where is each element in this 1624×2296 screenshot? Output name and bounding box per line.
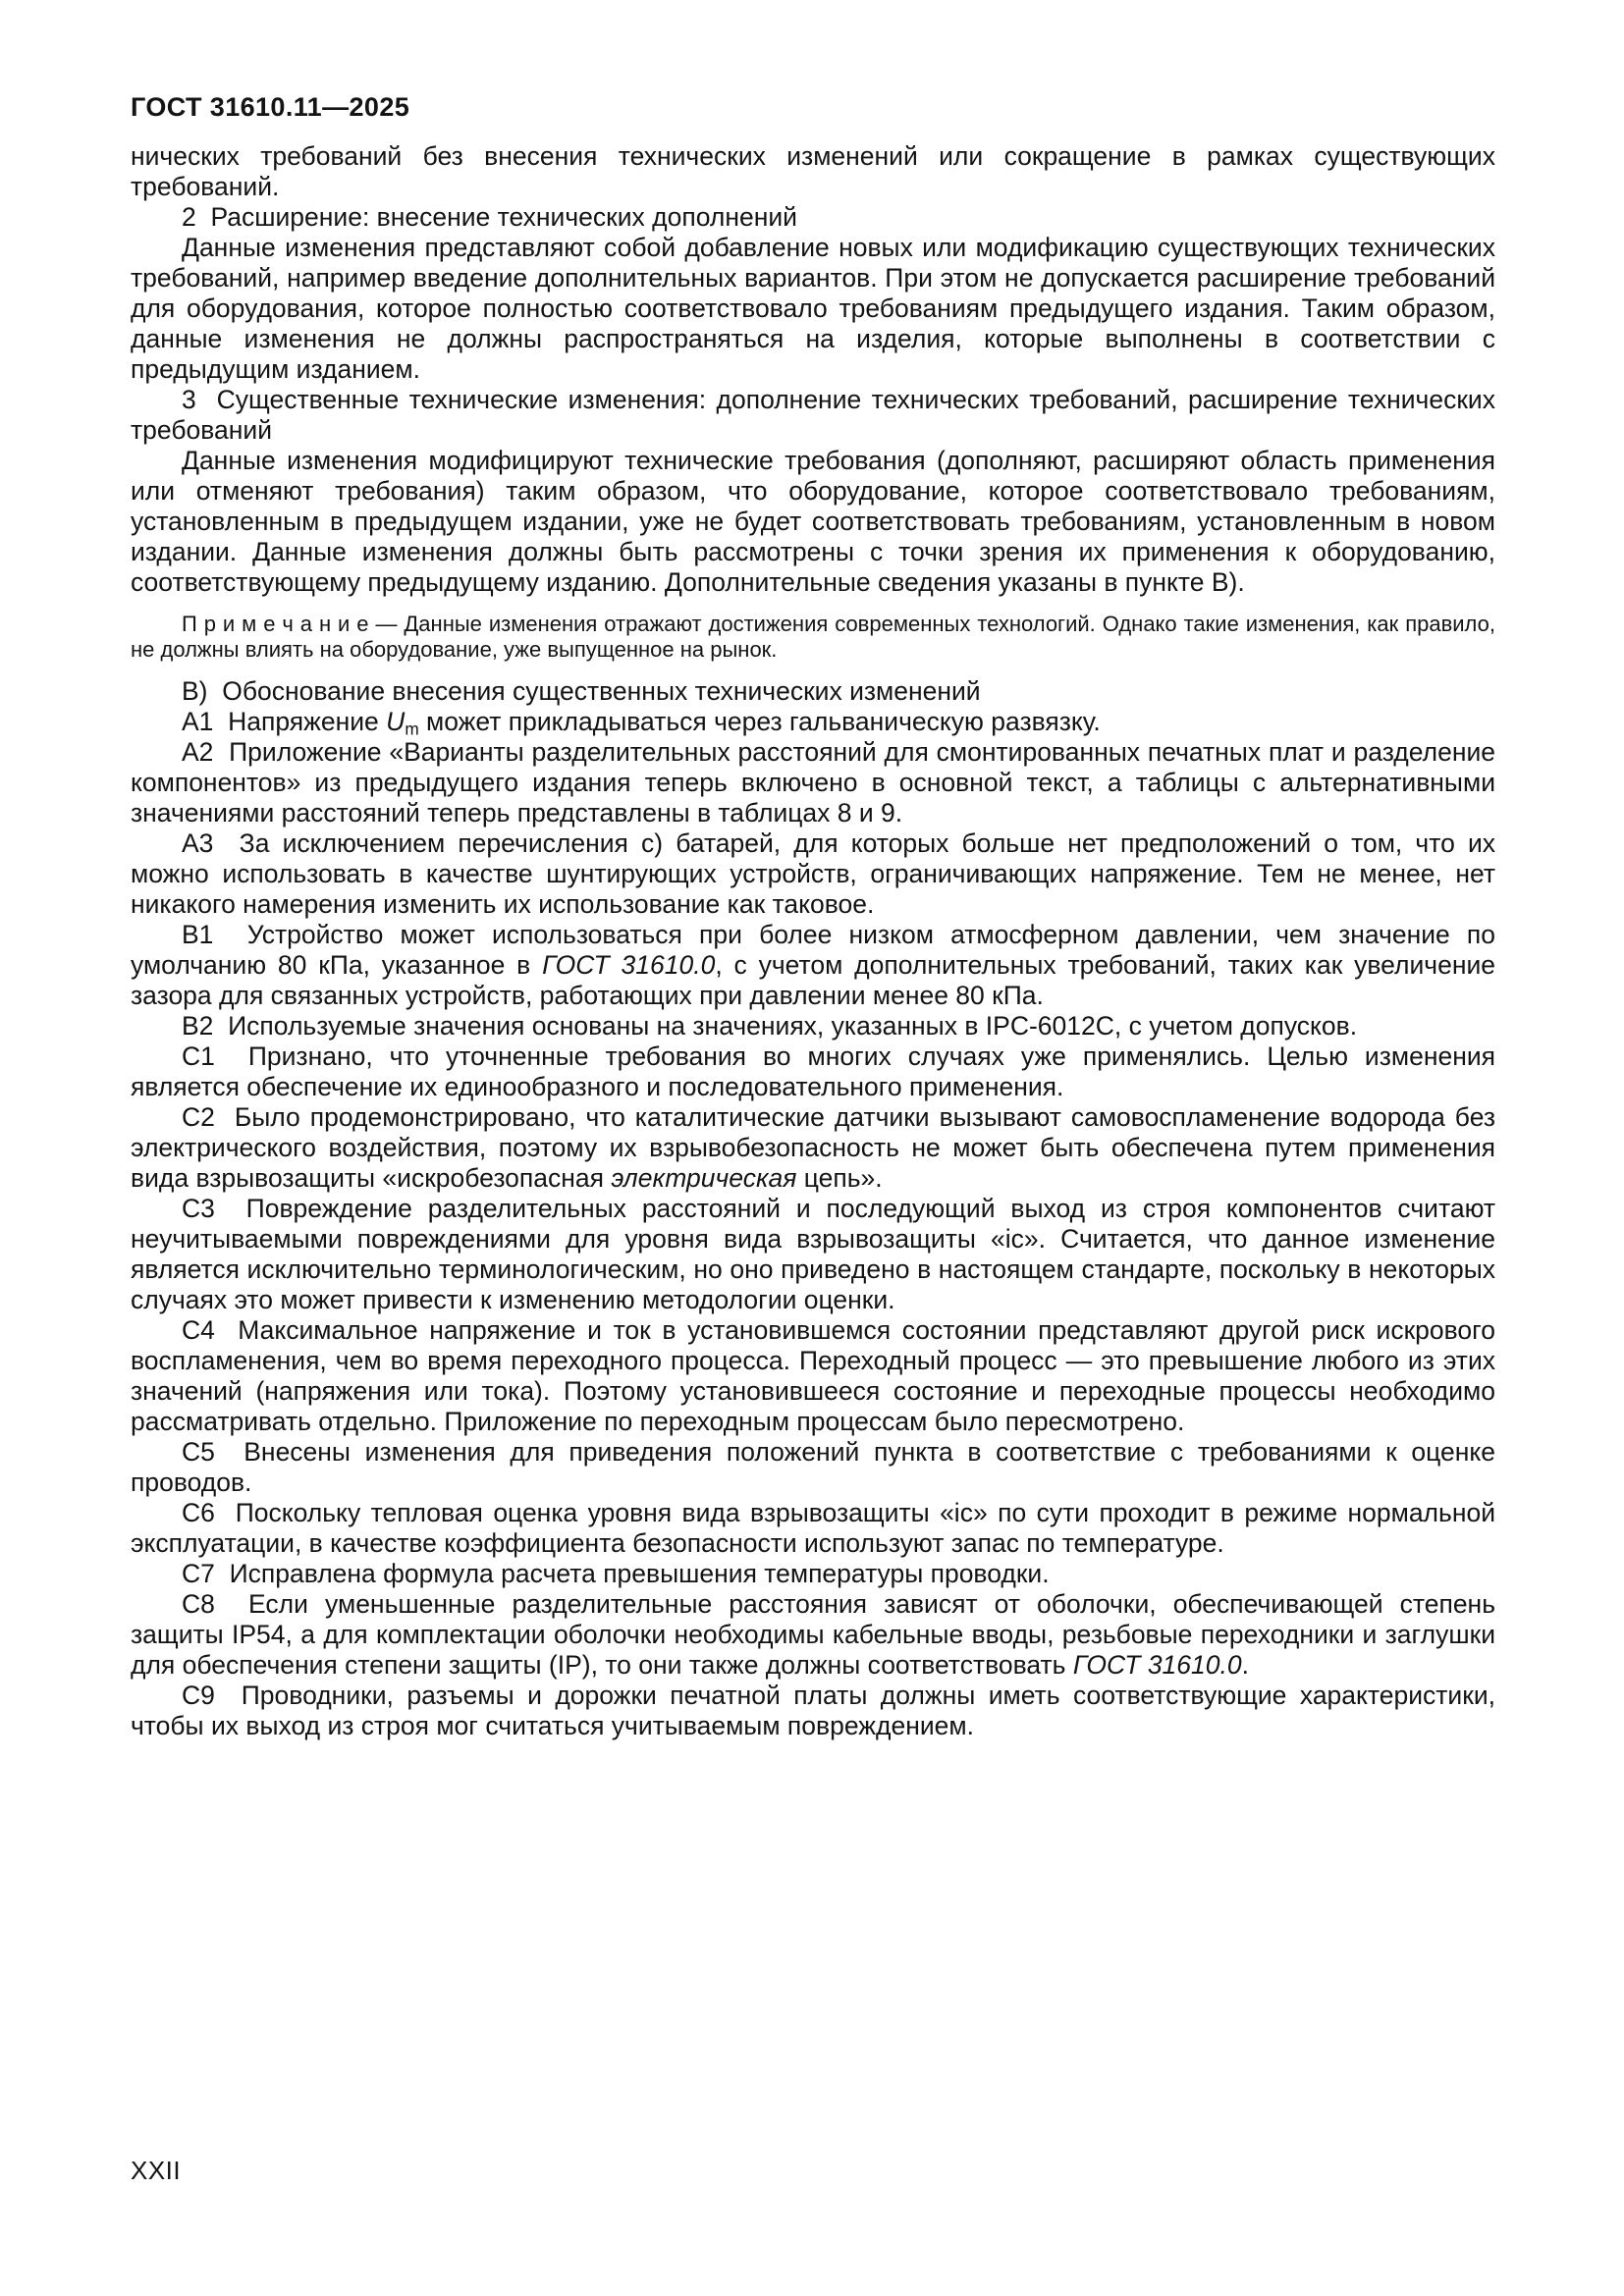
page-header [131,92,409,123]
note-label: П р и м е ч а н и е [182,612,369,636]
symbol-um: U [386,707,406,736]
paragraph-continuation: нических требований без внесения технических изменений или сокращение в рамках существующих требований. [131,141,1495,201]
page-footer [131,2156,181,2186]
standard-reference: ГОСТ 31610.0 [542,950,716,980]
item-a2: A2 Приложение «Варианты разделительных расстояний для смонтированных печатных плат и разделение компонентов» из предыдущего издания теперь включено в основной текст, а таблицы с альтернативными значениями расстояний теперь представлены в таблицах 8 и 9. [131,737,1495,828]
item-c2 [131,1102,1495,1194]
item-a1 [131,707,1495,737]
standard-reference: ГОСТ 31610.0 [1072,1650,1242,1680]
item-c7: C7 Исправлена формула расчета превышения температуры проводки. [182,1559,1050,1588]
note [131,612,1495,663]
item-a1-text: A1 Напряжение [182,707,387,736]
list-item-2: 2 Расширение: внесение технических дополнений [182,202,797,232]
item-c8-text-rest: . [1241,1650,1249,1680]
item-c2-text-rest: цепь». [796,1163,883,1193]
item-c2-text: C2 Было продемонстрировано, что каталитические датчики вызывают самовоспламенение водорода без электрического воздействия, поэтому их взрывобезопасность не может быть обеспечена путем применения вида взрывозащиты «искробезопасная [131,1102,1495,1193]
item-a1-text-rest: может прикладываться через гальваническую развязку. [418,707,1101,736]
item-b1-text: B1 Устройство может использоваться при более низком атмосферном давлении, чем значение по умолчанию 80 кПа, указанное в [131,920,1495,980]
item-c1: C1 Признано, что уточненные требования во многих случаях уже применялись. Целью изменения является обеспечение их единообразного и последовательного применения. [131,1041,1495,1101]
item-c3: C3 Повреждение разделительных расстояний и последующий выход из строя компонентов считают неучитываемыми повреждениями для уровня вида взрывозащиты «ic». Считается, что данное изменение является исключительно терминологическим, но оно приведено в настоящем стандарте, поскольку в некоторых случаях это может привести к изменению методологии оценки. [131,1194,1495,1314]
item-c5: C5 Внесены изменения для приведения положений пункта в соответствие с требованиями к оценке проводов. [131,1437,1495,1497]
item-b2: B2 Используемые значения основаны на значениях, указанных в IPC-6012C, с учетом допусков. [182,1011,1358,1041]
emphasis-word: электрическая [611,1163,797,1193]
item-a3: A3 За исключением перечисления c) батарей, для которых больше нет предположений о том, что их можно использовать в качестве шунтирующих устройств, ограничивающих напряжение. Тем не менее, нет никакого намерения изменить их использование как таковое. [131,828,1495,919]
paragraph: Данные изменения модифицируют технические требования (дополняют, расширяют область применения или отменяют требования) таким образом, что оборудование, которое соответствовало требованиям, установленным в предыдущем издании, уже не будет соответствовать требованиям, установленным в новом издании. Данные изменения должны быть рассмотрены с точки зрения их применения к оборудованию, соответствующему предыдущему изданию. Дополнительные сведения указаны в пункте B). [131,446,1495,597]
list-item-3: 3 Существенные технические изменения: дополнение технических требований, расширение технических требований [131,385,1495,445]
item-c8 [131,1589,1495,1681]
standard-number: ГОСТ 31610.11—2025 [131,92,410,122]
item-c8-text: C8 Если уменьшенные разделительные расстояния зависят от оболочки, обеспечивающей степень защиты IP54, а для комплектации оболочки необходимы кабельные вводы, резьбовые переходники и заглушки для обеспечения степени защиты (IP), то они также должны соответствовать [131,1589,1495,1680]
item-c4: C4 Максимальное напряжение и ток в установившемся состоянии представляют другой риск искрового воспламенения, чем во время переходного процесса. Переходный процесс — это превышение любого из этих значений (напряжения или тока). Поэтому установившееся состояние и переходные процессы необходимо рассматривать отдельно. Приложение по переходным процессам было пересмотрено. [131,1315,1495,1436]
body-text [131,141,1495,1741]
subscript-m: m [405,719,419,739]
item-c9: C9 Проводники, разъемы и дорожки печатной платы должны иметь соответствующие характеристики, чтобы их выход из строя мог считаться учитываемым повреждением. [131,1681,1495,1740]
page-number: XXII [131,2156,182,2185]
section-heading-b: B) Обоснование внесения существенных технических изменений [182,676,981,706]
item-b1 [131,920,1495,1011]
paragraph: Данные изменения представляют собой добавление новых или модификацию существующих технических требований, например введение дополнительных вариантов. При этом не допускается расширение требований для оборудования, которое полностью соответствовало требованиям предыдущего издания. Таким образом, данные изменения не должны распространяться на изделия, которые выполнены в соответствии с предыдущим изданием. [131,233,1495,384]
item-b1-text-rest: , с учетом дополнительных требований, таких как увеличение зазора для связанных устройств, работающих при давлении менее 80 кПа. [131,950,1496,1010]
note-text: — Данные изменения отражают достижения современных технологий. Однако такие изменения, как правило, не должны влиять на оборудование, уже выпущенное на рынок. [131,612,1495,662]
item-c6: C6 Поскольку тепловая оценка уровня вида взрывозащиты «ic» по сути проходит в режиме нормальной эксплуатации, в качестве коэффициента безопасности используют запас по температуре. [131,1498,1495,1558]
